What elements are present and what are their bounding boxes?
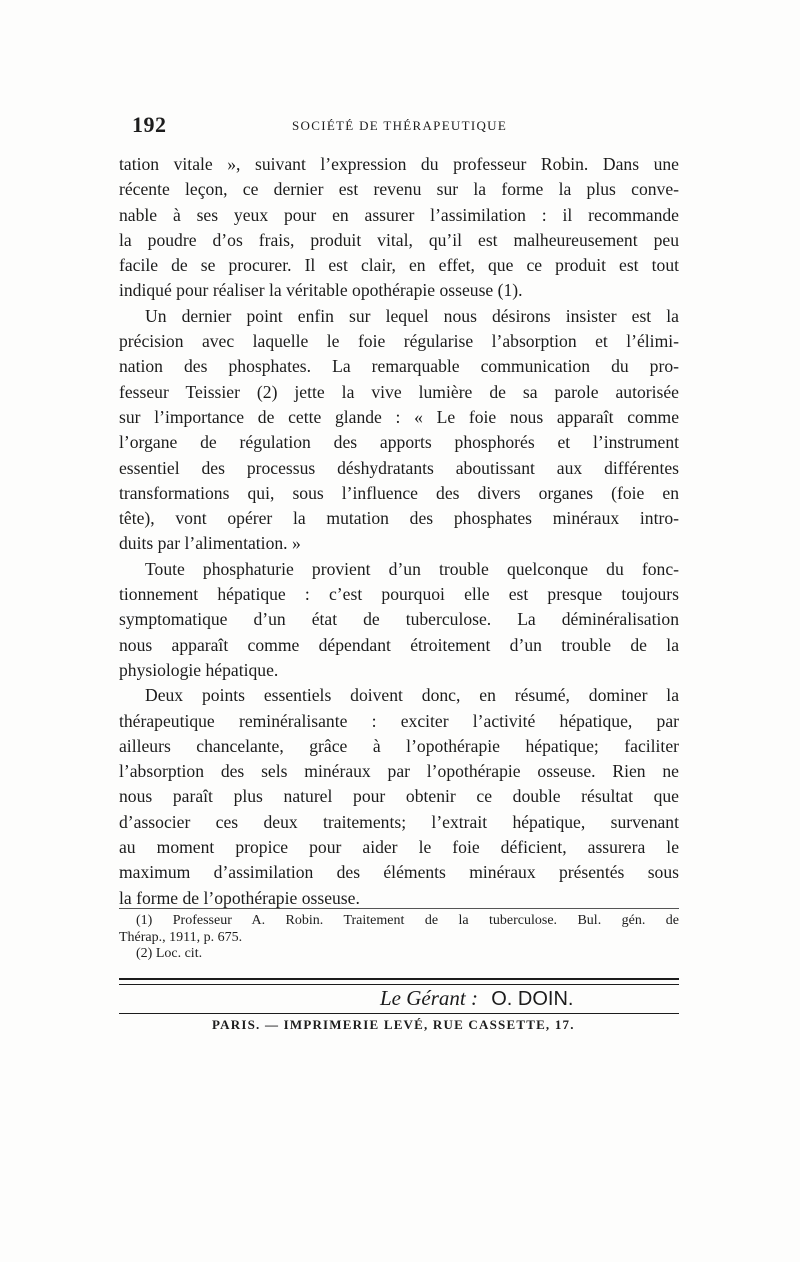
text-line: Un dernier point enfin sur lequel nous désirons insister est la [145, 305, 679, 326]
text-line: physiologie hépatique. [119, 659, 279, 680]
signature [380, 986, 573, 1011]
text-line: essentiel des processus déshydratants aboutissant aux différentes [119, 457, 679, 478]
text-line: précision avec laquelle le foie régularise l’absorption et l’élimi- [119, 331, 679, 352]
imprint-divider [119, 1013, 679, 1014]
text-line: tation vitale », suivant l’expression du professeur Robin. Dans une [119, 154, 679, 174]
footnote-1: (1) Professeur A. Robin. Traitement de la tuberculose. Bul. gén. de [136, 913, 679, 928]
text-line: indiqué pour réaliser la véritable opothérapie osseuse (1). [119, 280, 523, 301]
text-line: fesseur Teissier (2) jette la vive lumière de sa parole autorisée [119, 381, 679, 402]
text-line: la poudre d’os frais, produit vital, qu’il est malheureusement peu [119, 229, 679, 250]
running-head: SOCIÉTÉ DE THÉRAPEUTIQUE [292, 118, 508, 133]
text-line: nation des phosphates. La remarquable communication du pro- [119, 356, 679, 377]
text-line: sur l’importance de cette glande : « Le foie nous apparaît comme [119, 406, 679, 427]
text-line: symptomatique d’un état de tuberculose. La déminéralisation [119, 609, 679, 630]
text-line: d’associer ces deux traitements; l’extrait hépatique, survenant [119, 811, 679, 832]
text-line: transformations qui, sous l’influence des divers organes (foie en [119, 482, 679, 503]
text-line: facile de se procurer. Il est clair, en effet, que ce produit est tout [119, 255, 679, 276]
text-line: Toute phosphaturie provient d’un trouble quelconque du fonc- [145, 558, 679, 579]
footnote-divider [119, 908, 679, 909]
page-number: 192 [132, 112, 167, 137]
footnotes [119, 913, 679, 963]
text-line: duits par l’alimentation. » [119, 533, 301, 554]
text-line: ailleurs chancelante, grâce à l’opothérapie hépatique; faciliter [119, 735, 679, 756]
text-line: l’absorption des sels minéraux par l’opothérapie osseuse. Rien ne [119, 761, 679, 782]
footnote-1-continuation: Thérap., 1911, p. 675. [119, 929, 243, 945]
text-line: tête), vont opérer la mutation des phosphates minéraux intro- [119, 508, 679, 529]
text-line: l’organe de régulation des apports phosphorés et l’instrument [119, 432, 679, 453]
text-line: Deux points essentiels doivent donc, en résumé, dominer la [145, 685, 679, 706]
text-line: nous paraît plus naturel pour obtenir ce double résultat que [119, 786, 679, 807]
printer-imprint: PARIS. — IMPRIMERIE LEVÉ, RUE CASSETTE, 17. [212, 1017, 575, 1032]
text-line: la forme de l’opothérapie osseuse. [119, 887, 360, 908]
text-line: nable à ses yeux pour en assurer l’assimilation : il recommande [119, 204, 679, 225]
text-line: tionnement hépatique : c’est pourquoi elle est presque toujours [119, 584, 679, 605]
body-text [119, 152, 679, 911]
text-line: maximum d’assimilation des éléments minéraux présentés sous [119, 862, 679, 883]
text-line: récente leçon, ce dernier est revenu sur la forme la plus conve- [119, 179, 679, 200]
text-line: thérapeutique reminéralisante : exciter l’activité hépatique, par [119, 710, 679, 731]
end-divider [119, 978, 679, 985]
page-header [132, 112, 678, 142]
text-line: nous apparaît comme dépendant étroitement d’un trouble de la [119, 634, 679, 655]
text-line: au moment propice pour aider le foie déficient, assurera le [119, 837, 679, 858]
footnote-2: (2) Loc. cit. [136, 946, 203, 961]
signature-label: Le Gérant : [380, 986, 478, 1010]
signature-name: O. DOIN. [491, 988, 574, 1010]
